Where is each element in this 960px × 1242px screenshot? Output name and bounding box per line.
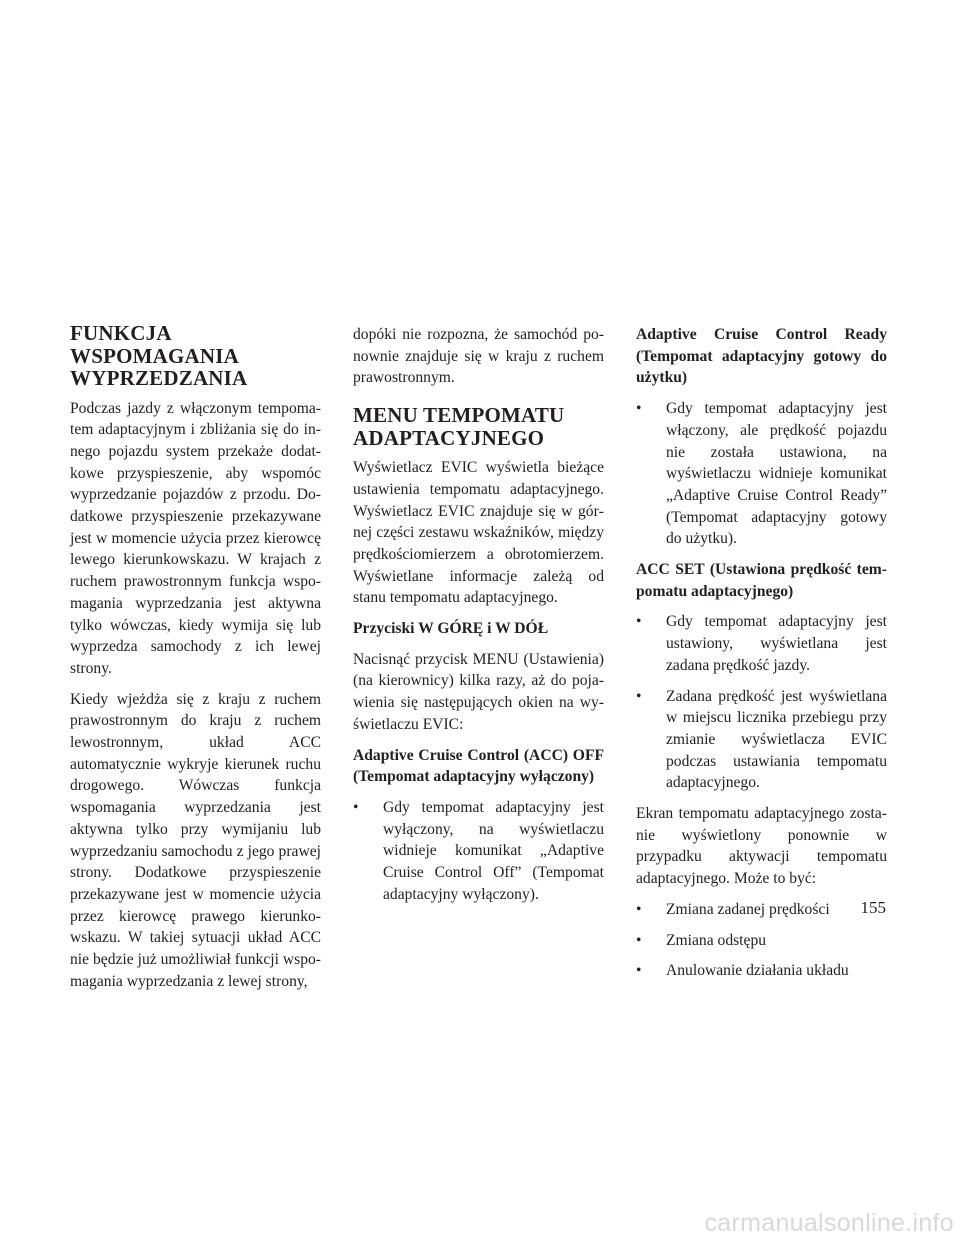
bullet-icon: • xyxy=(636,400,642,418)
subheading-acc-set: ACC SET (Ustawiona prędkość tempomatu adaptacyjnego) xyxy=(636,561,887,600)
column-right xyxy=(636,324,887,991)
bullet-icon: • xyxy=(636,613,642,631)
subheading-up-down-buttons: Przyciski W GÓRĘ i W DÓŁ xyxy=(353,620,549,638)
list-item: • Zmiana odstępu xyxy=(636,930,887,952)
list-item: • Gdy tempomat adaptacyjny jest wyłączony, na wyświetlaczu widnieje komunikat „Adaptive Cruise Control Off” (Tempomat adaptacyjny wyłączony). xyxy=(353,798,604,903)
paragraph: Nacisnąć przycisk MENU (Ustawienia) (na kierownicy) kilka razy, aż do pojawienia się następujących okien na wyświetlaczu EVIC: xyxy=(353,650,604,733)
column-left xyxy=(70,322,321,1001)
bullet-icon: • xyxy=(636,687,642,705)
paragraph: Ekran tempomatu adaptacyjnego zostanie wyświetlony ponownie w przypadku aktywacji tempomatu adaptacyjnego. Może to być: xyxy=(636,805,887,888)
subheading-acc-off: Adaptive Cruise Control (ACC) OFF (Tempomat adaptacyjny wyłączony) xyxy=(353,746,604,786)
section-heading-acc-menu: MENU TEMPOMATU ADAPTACYJNEGO xyxy=(353,403,565,450)
bullet-icon: • xyxy=(636,900,642,918)
column-middle xyxy=(353,324,604,914)
bullet-icon: • xyxy=(353,798,359,816)
paragraph: Wyświetlacz EVIC wyświetla bieżące ustawienia tempomatu adaptacyjnego. Wyświetlacz EVIC znajduje się w górnej części zestawu wskaźników, między prędkościomierzem a obrotomierzem. Wyświetlane informacje zależą od stanu tempomatu adaptacyjnego. xyxy=(353,459,604,607)
subheading-acc-ready: Adaptive Cruise Control Ready (Tempomat adaptacyjny gotowy do użytku) xyxy=(636,326,887,387)
list-item: • Zadana prędkość jest wyświetlana w miejscu licznika przebiegu przy zmianie wyświetlacza EVIC podczas ustawiania tempomatu adaptacyjnego. xyxy=(636,687,887,792)
paragraph: dopóki nie rozpozna, że samochód ponownie znajduje się w kraju z ruchem prawostronnym. xyxy=(353,326,604,387)
list-item: • Gdy tempomat adaptacyjny jest ustawiony, wyświetlana jest zadana prędkość jazdy. xyxy=(636,613,887,674)
bullet-icon: • xyxy=(636,962,642,980)
bullet-icon: • xyxy=(636,931,642,949)
paragraph: Podczas jazdy z włączonym tempomatem adaptacyjnym i zbliżania się do innego pojazdu system przekaże dodatkowe przyspieszenie, aby wspomóc wyprzedzanie pojazdów z przodu. Dodatkowe przyspieszenie przekazywane jest w momencie użycia przez kierowcę lewego kierunkowskazu. W krajach z ruchem prawostronnym funkcja wspomagania wyprzedzania jest aktywna tylko wówczas, kiedy wymija się lub wyprzedza samochody z ich lewej strony. xyxy=(70,399,321,677)
list-item: • Anulowanie działania układu xyxy=(636,960,887,982)
watermark: carmanualsonline.info xyxy=(704,1209,954,1237)
paragraph: Kiedy wjeżdża się z kraju z ruchem prawostronnym do kraju z ruchem lewostronnym, układ ACC automatycznie wykryje kierunek ruchu drogowego. Wówczas funkcja wspomagania wyprzedzania jest aktywna tylko przy wymijaniu lub wyprzedzaniu samochodu z jego prawej strony. Dodatkowe przyspieszenie przekazywane jest w momencie użycia przez kierowcę prawego kierunkowskazu. W takiej sytuacji układ ACC nie będzie już umożliwiał funkcji wspomagania wyprzedzania z lewej strony, xyxy=(70,690,321,990)
list-item: • Gdy tempomat adaptacyjny jest włączony, ale prędkość pojazdu nie została ustawiona, na wyświetlaczu widnieje komunikat „Adaptive Cruise Control Ready” (Tempomat adaptacyjny gotowy do użytku). xyxy=(636,400,887,548)
section-heading-overtaking-assist: FUNKCJA WSPOMAGANIA WYPRZEDZANIA xyxy=(70,321,248,390)
list-item: • Zmiana zadanej prędkości xyxy=(636,899,887,921)
page-number: 155 xyxy=(860,898,886,917)
